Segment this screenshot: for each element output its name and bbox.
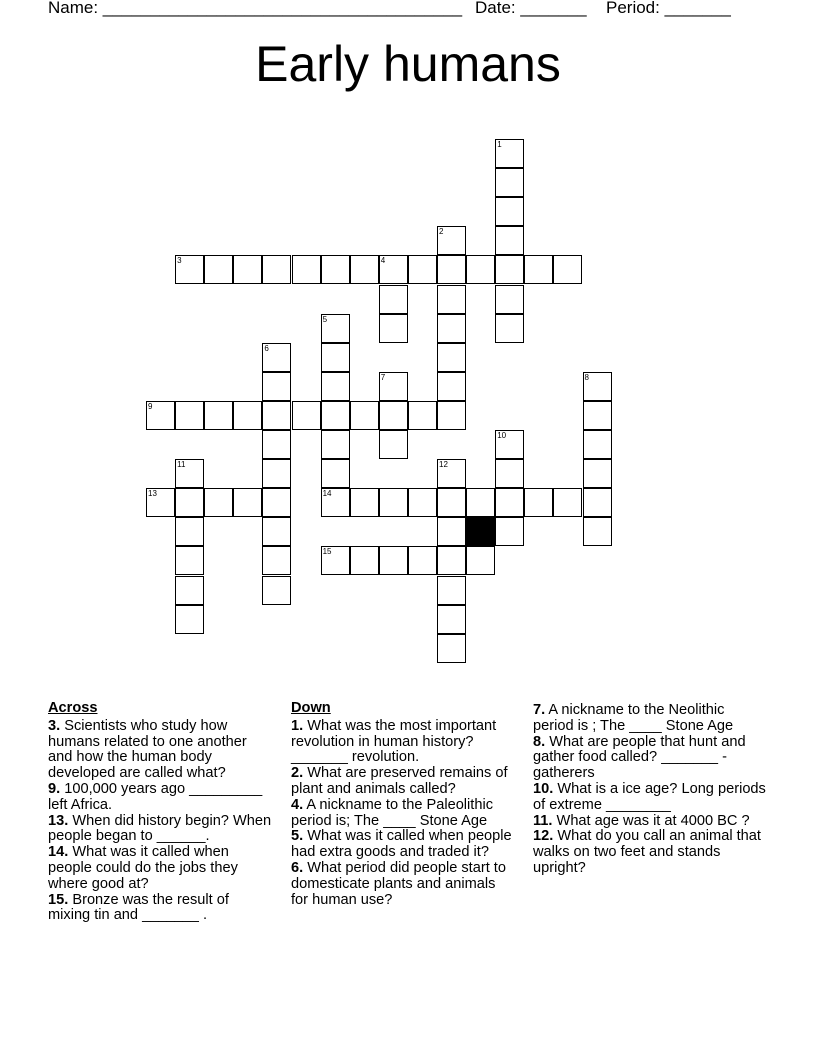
grid-cell[interactable] (437, 605, 466, 634)
grid-cell[interactable] (175, 488, 204, 517)
grid-cell[interactable] (350, 488, 379, 517)
grid-cell[interactable] (175, 605, 204, 634)
grid-cell[interactable] (583, 517, 612, 546)
clue-number: 9 (148, 401, 153, 411)
grid-cell[interactable] (437, 546, 466, 575)
grid-cell[interactable] (350, 255, 379, 284)
grid-cell[interactable] (583, 430, 612, 459)
clue-number-label: 13. (48, 812, 69, 829)
grid-cell[interactable] (262, 372, 291, 401)
grid-cell[interactable] (321, 372, 350, 401)
clue-number: 5 (322, 314, 328, 324)
grid-cell[interactable] (408, 546, 437, 575)
grid-cell[interactable] (350, 401, 379, 430)
clue-text: What are preserved remains of plant and animals called? (291, 765, 508, 797)
grid-cell[interactable] (379, 488, 408, 517)
grid-cell[interactable] (292, 401, 321, 430)
clue-text: Scientists who study how humans related to one another and how the human body developed are called what? (48, 717, 247, 782)
clue-text: A nickname to the Paleolithic period is; The ____ Stone Age (291, 796, 494, 829)
across-heading: Across (48, 700, 98, 716)
grid-cell[interactable] (466, 546, 495, 575)
grid-cell[interactable] (146, 488, 175, 517)
grid-cell[interactable] (495, 197, 524, 226)
clue-text: A nickname to the Neolithic period is ; The ____ Stone Age (533, 702, 734, 734)
clue-number: 7 (380, 372, 386, 382)
grid-cell[interactable] (233, 401, 262, 430)
clue-item (291, 766, 516, 798)
clue-number-label: 12. (533, 828, 554, 845)
clue-number: 11 (177, 460, 186, 470)
clue-number: 6 (264, 343, 269, 353)
clue-number: 4 (380, 256, 386, 266)
clue-number: 12 (439, 460, 448, 470)
grid-cell[interactable] (437, 517, 466, 546)
grid-cell[interactable] (495, 255, 524, 284)
down-clues (291, 701, 516, 908)
clue-item (533, 735, 768, 782)
clue-text: Bronze was the result of mixing tin and _______ . (48, 891, 229, 924)
grid-cell[interactable] (524, 255, 553, 284)
down-clues-continued (533, 703, 768, 877)
grid-cell[interactable] (262, 255, 291, 284)
grid-cell[interactable] (233, 255, 262, 284)
grid-cell[interactable] (204, 401, 233, 430)
grid-cell[interactable] (379, 401, 408, 430)
grid-cell[interactable] (204, 255, 233, 284)
clue-number: 8 (584, 372, 589, 382)
clue-number-label: 14. (48, 844, 69, 861)
grid-cell[interactable] (553, 488, 582, 517)
clue-item (291, 719, 516, 766)
clue-item (291, 829, 516, 861)
clue-number-label: 7. (533, 702, 546, 718)
grid-cell[interactable] (146, 401, 175, 430)
grid-cell[interactable] (321, 343, 350, 372)
clue-item (48, 893, 273, 925)
grid-cell[interactable] (437, 488, 466, 517)
grid-cell[interactable] (437, 372, 466, 401)
clue-text: What age was it at 4000 BC ? (552, 812, 750, 829)
clue-number: 1 (497, 140, 502, 149)
clue-text: What are people that hunt and gather food called? _______ -gatherers (533, 733, 746, 782)
clue-text: What is a ice age? Long periods of extreme ________ (533, 780, 766, 813)
grid-cell[interactable] (262, 576, 291, 605)
grid-cell[interactable] (175, 546, 204, 575)
grid-cell[interactable] (379, 285, 408, 314)
clue-number: 13 (148, 489, 157, 499)
grid-cell[interactable] (321, 430, 350, 459)
grid-cell[interactable] (379, 430, 408, 459)
grid-cell[interactable] (175, 517, 204, 546)
grid-cell[interactable] (466, 488, 495, 517)
clue-text: When did history begin? When people began to ______. (48, 812, 272, 845)
clue-number-label: 3. (48, 717, 61, 734)
grid-cell[interactable] (321, 488, 350, 517)
clue-number-label: 8. (533, 733, 546, 750)
grid-cell[interactable] (495, 517, 524, 546)
clue-item (48, 814, 273, 846)
grid-cell[interactable] (495, 430, 524, 459)
grid-cell[interactable] (321, 546, 350, 575)
grid-cell[interactable] (437, 285, 466, 314)
clue-number-label: 15. (48, 891, 69, 908)
clue-number-label: 9. (48, 780, 61, 797)
page-title: Early humans (255, 36, 561, 92)
clue-number-label: 10. (533, 780, 554, 797)
grid-cell[interactable] (495, 285, 524, 314)
grid-cell[interactable] (175, 459, 204, 488)
grid-cell[interactable] (262, 546, 291, 575)
grid-cell[interactable] (175, 576, 204, 605)
clue-number-label: 5. (291, 828, 304, 845)
grid-cell[interactable] (583, 459, 612, 488)
grid-cell[interactable] (437, 314, 466, 343)
grid-cell[interactable] (175, 255, 204, 284)
grid-cell[interactable] (437, 226, 466, 255)
clue-text: What period did people start to domesticate plants and animals for human use? (291, 859, 506, 908)
grid-cell[interactable] (437, 634, 466, 663)
grid-cell[interactable] (583, 372, 612, 401)
grid-cell[interactable] (466, 255, 495, 284)
grid-cell[interactable] (408, 488, 437, 517)
clue-number-label: 11. (533, 812, 553, 829)
clue-item (48, 719, 273, 782)
clue-text: What was it called when people had extra goods and traded it? (291, 828, 512, 861)
grid-cell[interactable] (321, 401, 350, 430)
down-heading: Down (291, 700, 331, 716)
grid-cell[interactable] (262, 343, 291, 372)
grid-cell[interactable] (262, 488, 291, 517)
clue-item (48, 782, 273, 814)
clue-item (48, 845, 273, 892)
clue-number: 10 (497, 431, 507, 440)
grid-cell[interactable] (437, 255, 466, 284)
clue-item (533, 782, 768, 814)
grid-cell[interactable] (437, 401, 466, 430)
clue-text: What do you call an animal that walks on two feet and stands upright? (533, 828, 761, 876)
grid-cell[interactable] (437, 576, 466, 605)
grid-cell[interactable] (524, 488, 553, 517)
grid-cell[interactable] (553, 255, 582, 284)
clue-text: What was it called when people could do the jobs they where good at? (48, 844, 238, 892)
clue-text: 100,000 years ago _________ left Africa. (48, 780, 263, 813)
grid-cell[interactable] (583, 488, 612, 517)
grid-cell[interactable] (495, 226, 524, 255)
grid-cell[interactable] (495, 459, 524, 488)
clue-number-label: 6. (291, 859, 304, 876)
grid-cell[interactable] (233, 488, 262, 517)
clue-number: 2 (439, 227, 444, 237)
across-clues (48, 701, 273, 924)
grid-cell[interactable] (408, 401, 437, 430)
grid-cell[interactable] (495, 168, 524, 197)
clue-item (291, 798, 516, 830)
black-cell (466, 517, 495, 546)
grid-cell[interactable] (583, 401, 612, 430)
grid-cell[interactable] (437, 343, 466, 372)
clue-text: What was the most important revolution in human history? _______ revolution. (291, 717, 497, 766)
grid-cell[interactable] (495, 139, 524, 168)
grid-cell[interactable] (262, 430, 291, 459)
period-field[interactable]: Period: _______ (606, 0, 731, 17)
clue-number-label: 2. (291, 765, 304, 782)
date-field[interactable]: Date: _______ (475, 0, 587, 17)
grid-cell[interactable] (262, 401, 291, 430)
grid-cell[interactable] (379, 255, 408, 284)
clue-number: 14 (322, 489, 332, 499)
grid-cell[interactable] (379, 314, 408, 343)
clue-number: 3 (177, 256, 182, 266)
grid-cell[interactable] (437, 459, 466, 488)
clue-number-label: 4. (291, 796, 304, 813)
clue-item (533, 703, 768, 735)
clue-item (533, 814, 768, 830)
grid-cell[interactable] (379, 372, 408, 401)
grid-cell[interactable] (262, 517, 291, 546)
clue-item (533, 829, 768, 876)
grid-cell[interactable] (350, 546, 379, 575)
grid-cell[interactable] (321, 314, 350, 343)
clue-number-label: 1. (291, 717, 304, 734)
name-field[interactable]: Name: ______________________________________ (48, 0, 463, 17)
grid-cell[interactable] (292, 255, 321, 284)
grid-cell[interactable] (379, 546, 408, 575)
grid-cell[interactable] (495, 314, 524, 343)
grid-cell[interactable] (321, 255, 350, 284)
grid-cell[interactable] (408, 255, 437, 284)
grid-cell[interactable] (204, 488, 233, 517)
clue-item (291, 861, 516, 908)
grid-cell[interactable] (321, 459, 350, 488)
clue-number: 15 (322, 547, 332, 557)
grid-cell[interactable] (495, 488, 524, 517)
grid-cell[interactable] (175, 401, 204, 430)
grid-cell[interactable] (262, 459, 291, 488)
